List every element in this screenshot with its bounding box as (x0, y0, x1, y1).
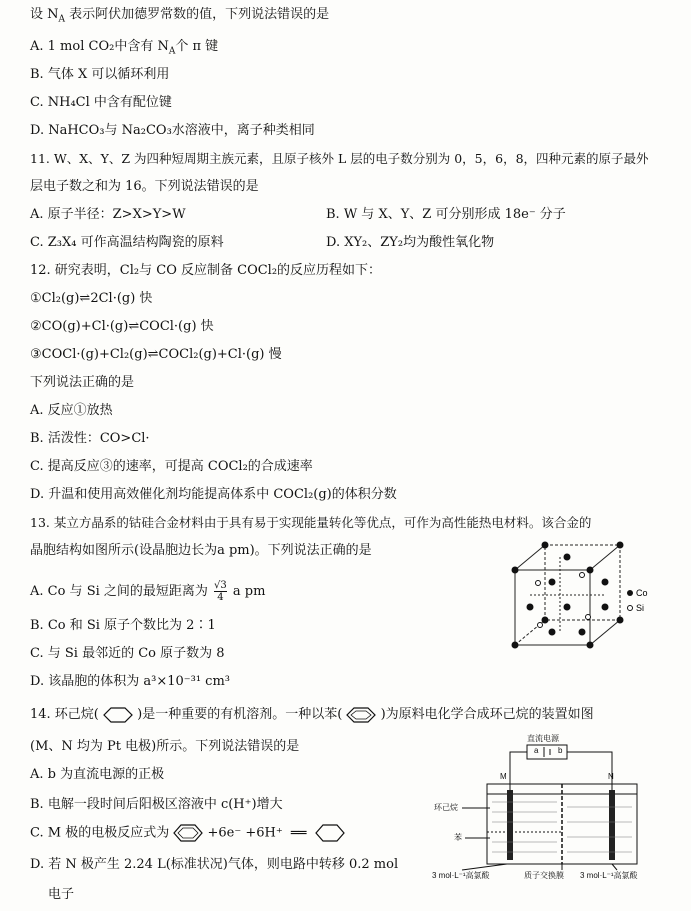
benzene-icon (346, 707, 376, 723)
right-acid-label: 3 mol·L⁻¹高氯酸 (580, 871, 638, 880)
q12-step-1: ①Cl₂(g)⇌2Cl·(g) 快 (30, 291, 153, 306)
electrode-m (507, 790, 513, 860)
q12-option-d: D. 升温和使用高效催化剂均能提高体系中 COCl₂(g)的体积分数 (30, 487, 397, 502)
benzene-label: 苯 (454, 833, 462, 842)
terminal-a-label: a (534, 746, 539, 755)
membrane-label: 质子交换膜 (524, 871, 564, 880)
q13-option-c: C. 与 Si 最邻近的 Co 原子数为 8 (30, 646, 225, 661)
q10-stem: 设 $N_A$ 表示阿伏加德罗常数的值，下列说法错误的是 (30, 7, 330, 25)
cyclohexane-label: 环己烷 (434, 803, 458, 812)
q10-option-c: C. NH₄Cl 中含有配位键 (30, 95, 172, 110)
q10-option-a: A. 1 mol CO₂中含有 $N_A$个 π 键 (30, 39, 219, 57)
q11-stem-line2: 层电子数之和为 16。下列说法错误的是 (30, 179, 259, 194)
q12-option-b: B. 活泼性：CO>Cl· (30, 431, 150, 446)
q14-stem-line2: (M、N 均为 Pt 电极)所示。下列说法错误的是 (30, 739, 300, 754)
q14-option-d: D. 若 N 极产生 2.24 L(标准状况)气体，则电路中转移 0.2 mol (30, 857, 399, 872)
crystal-cell-figure (500, 535, 650, 655)
q12-option-a: A. 反应①放热 (30, 403, 113, 418)
q11-stem-line1: 11. W、X、Y、Z 为四种短周期主族元素，且原子核外 L 层的电子数分别为 0，5，6，8，四种元素的原子最外 (30, 151, 649, 166)
electrolysis-apparatus-figure (432, 732, 652, 882)
q12-step-2: ②CO(g)+Cl·(g)⇌COCl·(g) 快 (30, 319, 214, 334)
q12-stem: 12. 研究表明，Cl₂与 CO 反应制备 COCl₂的反应历程如下： (30, 263, 382, 278)
legend-co: Co (636, 588, 648, 598)
q12-option-c: C. 提高反应③的速率，可提高 COCl₂的合成速率 (30, 459, 313, 474)
q12-step-3: ③COCl·(g)+Cl₂(g)⇌COCl₂(g)+Cl·(g) 慢 (30, 347, 282, 362)
q13-stem-line1: 13. 某立方晶系的钴硅合金材料由于具有易于实现能量转化等优点，可作为高性能热电材料。该合金的 (30, 515, 592, 530)
q10-option-d: D. NaHCO₃与 Na₂CO₃水溶液中，离子种类相同 (30, 123, 315, 138)
benzene-icon (173, 824, 203, 842)
q10-option-b: B. 气体 X 可以循环利用 (30, 67, 170, 82)
q14-stem-line1: 14. 环己烷( )是一种重要的有机溶剂。一种以苯( )为原料电化学合成环己烷的装置如图 (30, 707, 594, 722)
power-supply-label: 直流电源 (527, 734, 559, 743)
legend-si: Si (636, 603, 645, 613)
q13-option-b: B. Co 和 Si 原子个数比为 2∶1 (30, 618, 216, 633)
left-acid-label: 3 mol·L⁻¹高氯酸 (432, 871, 490, 880)
q14-option-b: B. 电解一段时间后阳极区溶液中 c(H⁺)增大 (30, 797, 283, 812)
q12-ask: 下列说法正确的是 (30, 375, 135, 390)
electrode-n-label: N (608, 772, 614, 781)
q14-option-d-cont: 电子 (48, 887, 75, 902)
q13-option-d: D. 该晶胞的体积为 a³×10⁻³¹ cm³ (30, 674, 230, 689)
q14-option-c: C. M 极的电极反应式为 +6e⁻ +6H⁺ ══ (30, 824, 345, 843)
cyclohexane-icon (315, 824, 345, 842)
cyclohexane-icon (103, 707, 133, 723)
terminal-b-label: b (558, 746, 563, 755)
q13-stem-line2: 晶胞结构如图所示(设晶胞边长为a pm)。下列说法正确的是 (30, 543, 372, 558)
electrode-m-label: M (500, 772, 507, 781)
q11-option-b: B. W 与 X、Y、Z 可分别形成 18e⁻ 分子 (326, 207, 566, 222)
q11-option-d: D. XY₂、ZY₂均为酸性氧化物 (326, 235, 495, 250)
electrode-n (609, 790, 615, 860)
q11-option-c: C. Z₃X₄ 可作高温结构陶瓷的原料 (30, 235, 224, 250)
q14-option-a: A. b 为直流电源的正极 (30, 767, 165, 782)
q13-option-a: A. Co 与 Si 之间的最短距离为 $\frac{√3}{4}$ a pm (30, 580, 266, 603)
q11-option-a: A. 原子半径：Z>X>Y>W (30, 207, 186, 222)
